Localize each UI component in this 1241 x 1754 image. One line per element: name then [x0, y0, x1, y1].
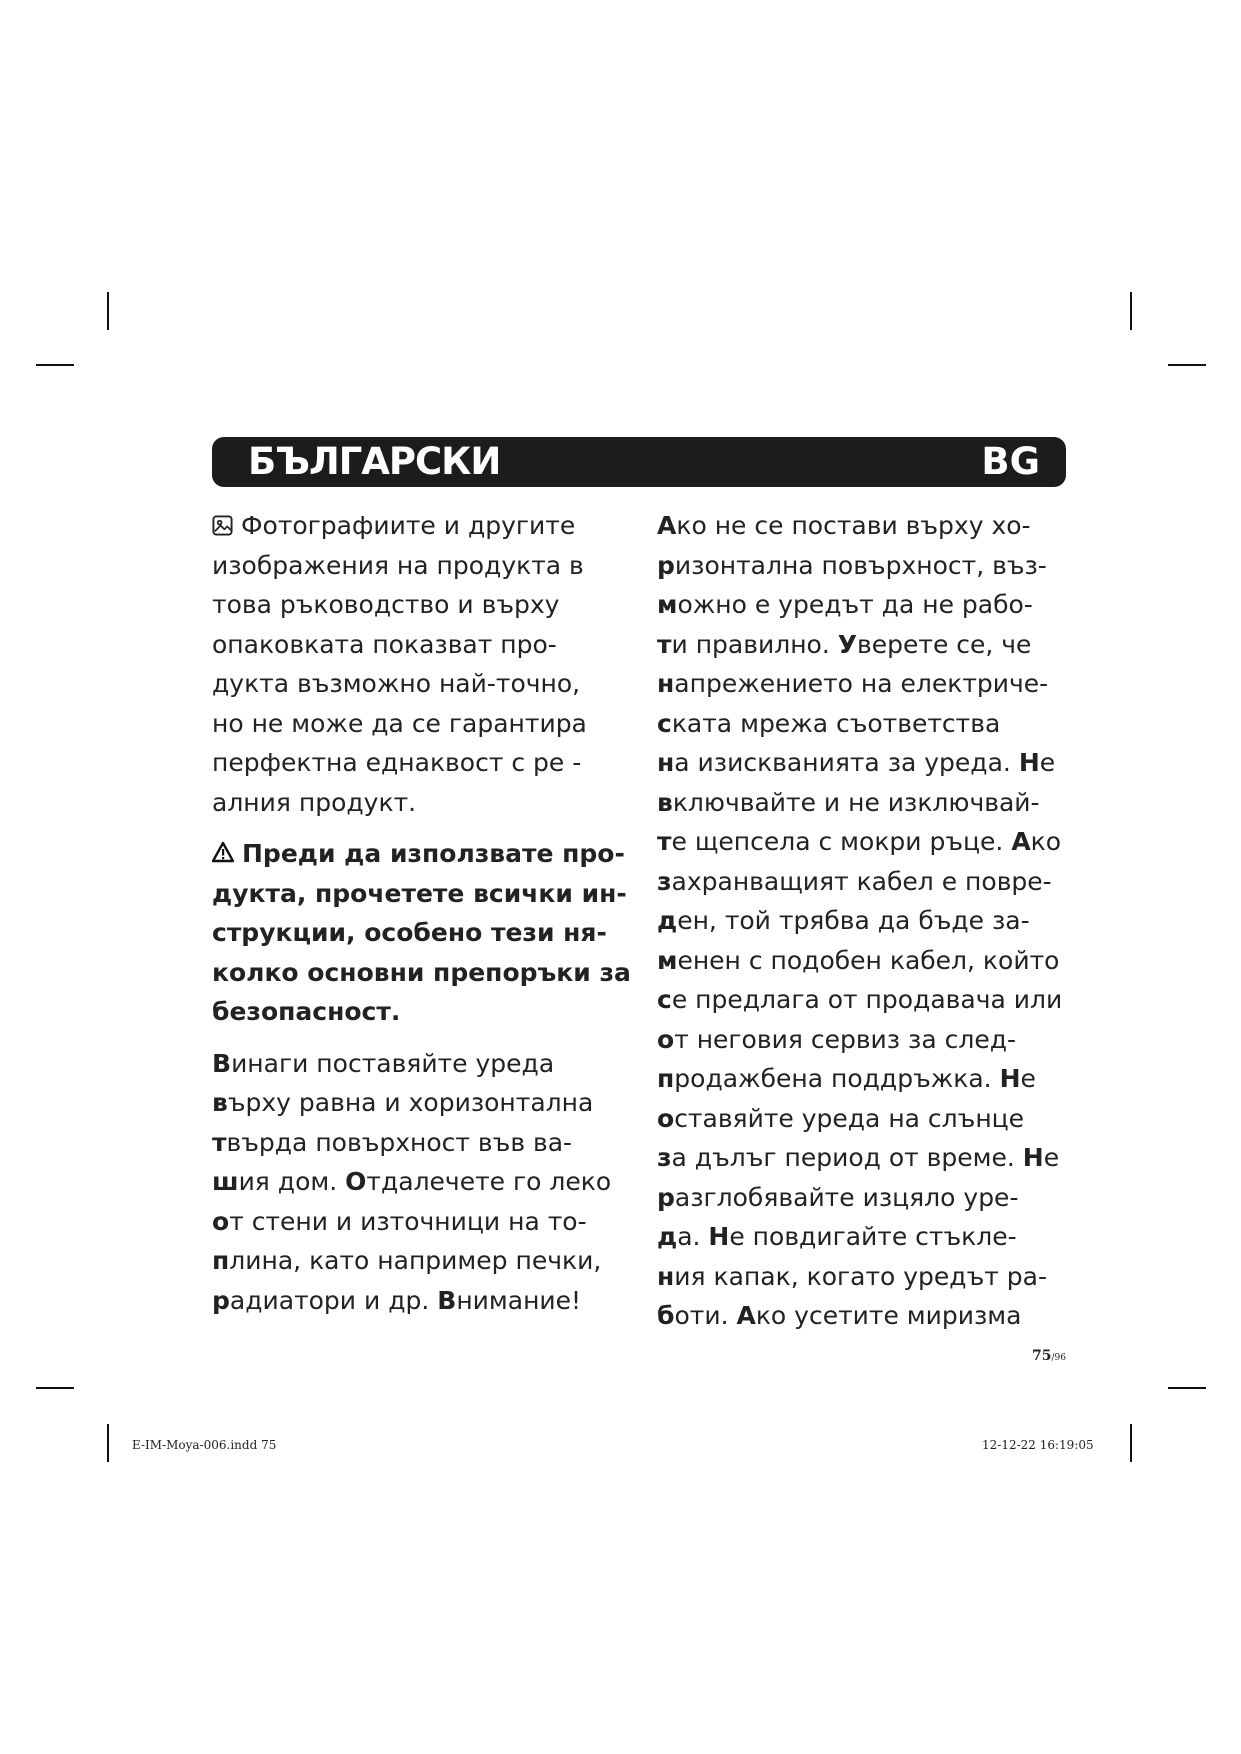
warning-line: струкции, особено тези ня- — [212, 918, 607, 947]
intro-line: това ръководство и върху — [212, 590, 560, 619]
language-header-bar — [212, 437, 1066, 487]
body-line: ската мрежа съответства — [657, 708, 1001, 738]
body-line: радиатори и др. Внимание! — [212, 1285, 582, 1315]
crop-mark-bottom-right-horizontal — [1168, 1387, 1206, 1389]
body-line: ризонтална повърхност, въз- — [657, 550, 1047, 580]
crop-mark-bottom-left-horizontal — [36, 1387, 74, 1389]
body-line: върху равна и хоризонтална — [212, 1088, 594, 1117]
sentence-initial: б — [657, 1301, 675, 1330]
sentence-initial: А — [1011, 827, 1031, 856]
sentence-initial: О — [345, 1167, 367, 1196]
sentence-initial: в — [657, 787, 673, 817]
sentence-initial: с — [657, 985, 672, 1014]
body-line: Ако не се постави върху хо- — [657, 511, 1031, 540]
warning-line: безопасност. — [212, 997, 401, 1026]
body-line: ти правилно. Уверете се, че — [657, 629, 1032, 659]
right-column — [657, 506, 1067, 1336]
sentence-initial: В — [437, 1285, 457, 1315]
sentence-initial: з — [657, 1143, 672, 1172]
page-current: 75 — [1032, 1348, 1052, 1364]
placement-paragraph — [212, 1044, 642, 1321]
body-line: за дълъг период от време. Не — [657, 1143, 1060, 1172]
language-code: BG — [981, 440, 1040, 483]
crop-mark-top-right-horizontal — [1168, 364, 1206, 366]
body-line: на изискванията за уреда. Не — [657, 748, 1056, 777]
intro-line-text: Фотографиите и другите — [241, 511, 576, 540]
sentence-initial: Н — [1022, 1143, 1044, 1172]
body-line: ден, той трябва да бъде за- — [657, 906, 1030, 935]
crop-mark-top-left-vertical — [107, 292, 109, 330]
body-line: разглобявайте изцяло уре- — [657, 1182, 1019, 1212]
sentence-initial: А — [657, 511, 677, 540]
crop-mark-bottom-right-vertical — [1130, 1424, 1132, 1462]
sentence-initial: н — [657, 748, 675, 777]
body-line: твърда повърхност във ва- — [212, 1127, 573, 1157]
body-line: те щепсела с мокри ръце. Ако — [657, 827, 1062, 856]
sentence-initial: о — [657, 1024, 675, 1054]
body-line: от неговия сервиз за след- — [657, 1024, 1017, 1054]
intro-line: изображения на продукта в — [212, 550, 584, 580]
intro-line: но не може да се гарантира — [212, 708, 587, 738]
sentence-initial: р — [657, 1182, 675, 1212]
body-line: напрежението на електриче- — [657, 669, 1049, 698]
sentence-initial: д — [657, 906, 678, 935]
intro-line — [212, 506, 642, 546]
body-line: менен с подобен кабел, който — [657, 945, 1060, 975]
sentence-initial: У — [837, 629, 858, 659]
sentence-initial: з — [657, 866, 672, 896]
sentence-initial: т — [657, 827, 672, 856]
sentence-initial: р — [657, 550, 675, 580]
crop-mark-top-right-vertical — [1130, 292, 1132, 330]
intro-line: перфектна еднаквост с ре - — [212, 748, 582, 777]
intro-line: опаковката показват про- — [212, 629, 557, 659]
crop-mark-top-left-horizontal — [36, 364, 74, 366]
sentence-initial: н — [657, 669, 675, 698]
sentence-initial: Н — [999, 1064, 1021, 1093]
left-column — [212, 506, 642, 1320]
sentence-initial: В — [212, 1048, 232, 1078]
warning-line — [212, 834, 642, 874]
sentence-initial: р — [212, 1285, 230, 1315]
intro-line: дукта възможно най-точно, — [212, 669, 581, 698]
safety-warning-paragraph — [212, 834, 642, 1032]
page-total: /96 — [1051, 1353, 1066, 1363]
sentence-initial: ш — [212, 1167, 239, 1196]
sentence-initial: д — [657, 1222, 678, 1251]
body-line: ния капак, когато уредът ра- — [657, 1261, 1047, 1291]
sentence-initial: Н — [708, 1222, 730, 1251]
sentence-initial: п — [212, 1246, 230, 1275]
sentence-initial: м — [657, 590, 678, 619]
sentence-initial: с — [657, 708, 672, 738]
body-line: плина, като например печки, — [212, 1246, 602, 1275]
body-line: можно е уредът да не рабо- — [657, 590, 1033, 619]
body-line: боти. Ако усетите миризма — [657, 1301, 1022, 1330]
body-line: Винаги поставяйте уреда — [212, 1048, 555, 1078]
body-line: от стени и източници на то- — [212, 1206, 587, 1236]
sentence-initial: о — [212, 1206, 230, 1236]
warning-line: колко основни препоръки за — [212, 957, 631, 987]
intro-line: алния продукт. — [212, 787, 417, 817]
warning-line: дукта, прочетете всички ин- — [212, 878, 627, 908]
body-line: се предлага от продавача или — [657, 985, 1063, 1014]
sentence-initial: т — [657, 629, 672, 659]
body-line: включвайте и не изключвай- — [657, 787, 1040, 817]
image-icon — [212, 515, 233, 536]
crop-mark-bottom-left-vertical — [107, 1424, 109, 1462]
sentence-initial: т — [212, 1127, 227, 1157]
body-line: оставяйте уреда на слънце — [657, 1103, 1025, 1133]
body-line: захранващият кабел е повре- — [657, 866, 1052, 896]
sentence-initial: А — [736, 1301, 756, 1330]
language-title: БЪЛГАРСКИ — [248, 440, 501, 483]
sentence-initial: Н — [1018, 748, 1040, 777]
body-line: шия дом. Отдалечете го леко — [212, 1167, 612, 1196]
sentence-initial: в — [212, 1088, 228, 1117]
body-line: продажбена поддръжка. Не — [657, 1064, 1036, 1093]
slug-timestamp: 12-12-22 16:19:05 — [982, 1438, 1094, 1452]
sentence-initial: п — [657, 1064, 675, 1093]
body-line: да. Не повдигайте стъкле- — [657, 1222, 1017, 1251]
sentence-initial: о — [657, 1103, 675, 1133]
page-number — [1010, 1345, 1066, 1364]
warning-triangle-icon — [212, 841, 234, 863]
sentence-initial: м — [657, 945, 678, 975]
sentence-initial: н — [657, 1261, 675, 1291]
slug-filename: E-IM-Moya-006.indd 75 — [132, 1438, 277, 1452]
warning-line-text: Преди да използвате про- — [242, 839, 625, 868]
intro-paragraph — [212, 506, 642, 822]
